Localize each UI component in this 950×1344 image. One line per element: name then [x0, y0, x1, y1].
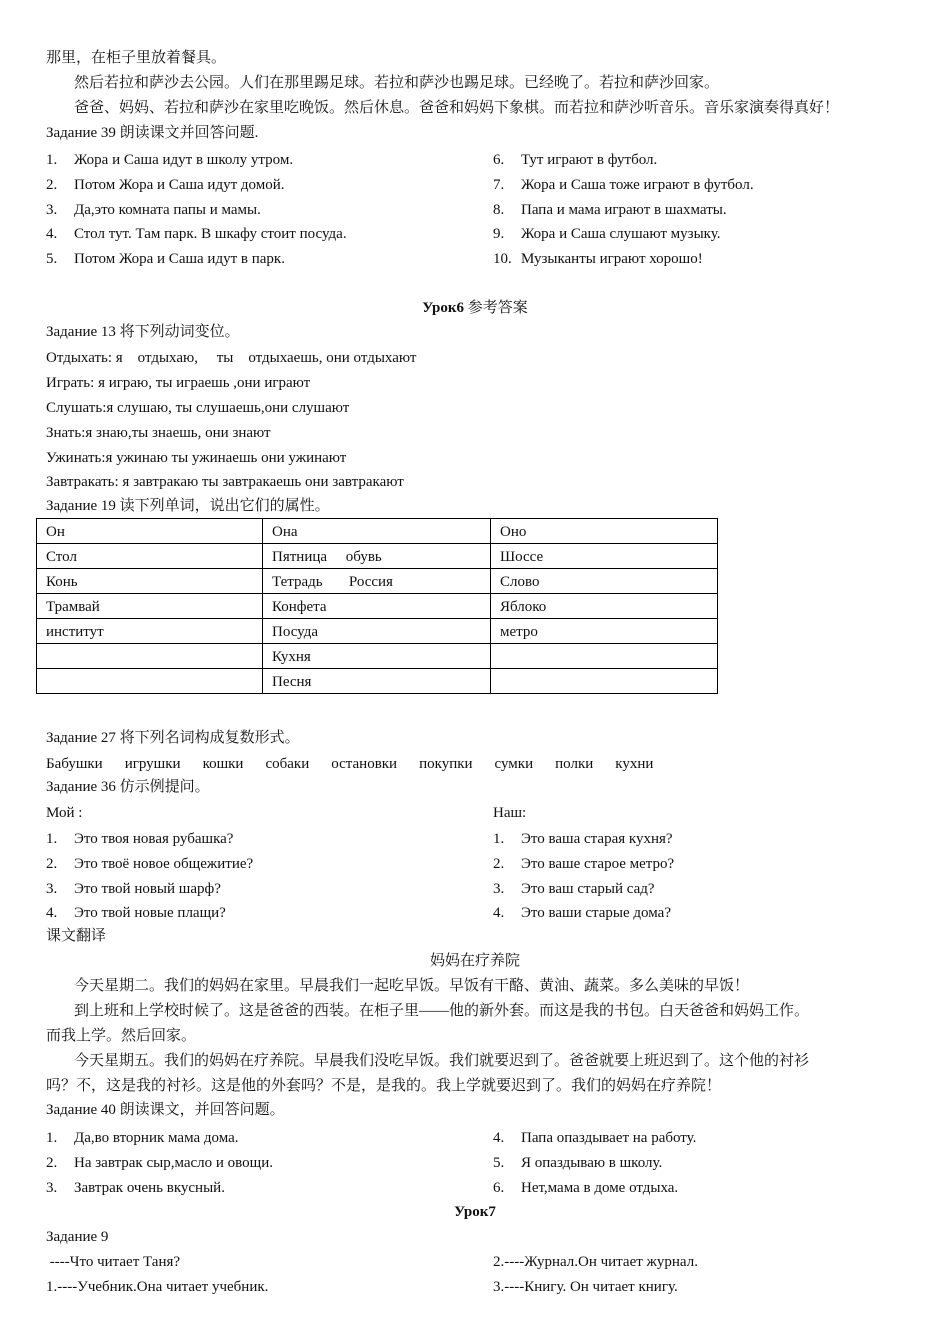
task19-title: Задание 19 读下列单词，说出它们的属性。: [46, 498, 330, 514]
task39-answer: 3. Да,это комната папы и мамы.: [46, 202, 261, 218]
translation-paragraph: 到上班和上学校时候了。这是爸爸的西装。在柜子里——他的新外套。而这是我的书包。白天爸爸和妈妈工作。: [74, 1003, 810, 1019]
conjugation-line: Завтракать: я завтракаю ты завтракаешь они завтракают: [46, 474, 404, 490]
plural-word: кошки: [202, 756, 244, 772]
translation-paragraph: 今天星期二。我们的妈妈在家里。早晨我们一起吃早饭。早饭有干酪、黄油、蔬菜。多么美味的早饭！: [74, 978, 750, 994]
table-cell: Кухня: [263, 644, 491, 669]
plural-word: собаки: [265, 756, 310, 772]
task39-answer: 1. Жора и Саша идут в школу утром.: [46, 152, 294, 168]
task39-answer: 2. Потом Жора и Саша идут домой.: [46, 177, 285, 193]
table-cell: Он: [37, 519, 263, 544]
table-cell: Она: [263, 519, 491, 544]
task39-answer: 8. Папа и мама играют в шахматы.: [493, 202, 727, 218]
translation-paragraph: 今天星期五。我们的妈妈在疗养院。早晨我们没吃早饭。我们就要迟到了。爸爸就要上班迟到了。这个他的衬衫: [74, 1053, 810, 1069]
table-cell: метро: [491, 619, 718, 644]
task36-question: 3. Это твой новый шарф?: [46, 881, 221, 897]
plural-word: кухни: [615, 756, 654, 772]
plural-word: остановки: [331, 756, 398, 772]
table-cell: Пятница обувь: [263, 544, 491, 569]
conjugation-line: Ужинать:я ужинаю ты ужинаешь они ужинают: [46, 450, 347, 466]
task40-answer: 5. Я опаздываю в школу.: [493, 1155, 663, 1171]
task39-answer: 6. Тут играют в футбол.: [493, 152, 658, 168]
plural-word: покупки: [419, 756, 473, 772]
task13-title: Задание 13 将下列动词变位。: [46, 324, 240, 340]
intro-line-3: 爸爸、妈妈、若拉和萨沙在家里吃晚饭。然后休息。爸爸和妈妈下象棋。而若拉和萨沙听音乐。音乐家演奏得真好！: [74, 100, 840, 116]
plural-word: сумки: [494, 756, 534, 772]
task40-title: Задание 40 朗读课文，并回答问题。: [46, 1102, 285, 1118]
table-row: [37, 519, 718, 544]
lesson7-heading: Урок7: [454, 1204, 496, 1220]
task39-answer: 10. Музыканты играют хорошо!: [493, 251, 703, 267]
task39-answer: 7. Жора и Саша тоже играют в футбол.: [493, 177, 754, 193]
intro-line-2: 然后若拉和萨沙去公园。人们在那里踢足球。若拉和萨沙也踢足球。已经晚了。若拉和萨沙回家。: [74, 75, 720, 91]
task36-question: 1. Это ваша старая кухня?: [493, 831, 673, 847]
task36-title: Задание 36 仿示例提问。: [46, 779, 210, 795]
task9-line: ----Что читает Таня?: [46, 1254, 181, 1270]
conjugation-line: Знать:я знаю,ты знаешь, они знают: [46, 425, 271, 441]
table-cell: [37, 669, 263, 694]
table-cell: Стол: [37, 544, 263, 569]
table-cell: Яблоко: [491, 594, 718, 619]
task39-answer: 4. Стол тут. Там парк. В шкафу стоит посуда.: [46, 226, 347, 242]
table-row: [37, 669, 718, 694]
table-row: [37, 594, 718, 619]
table-cell: Слово: [491, 569, 718, 594]
table-row: [37, 644, 718, 669]
table-cell: Шоссе: [491, 544, 718, 569]
table-cell: Конфета: [263, 594, 491, 619]
task40-answer: 4. Папа опаздывает на работу.: [493, 1130, 697, 1146]
task9-line: 3.----Книгу. Он читает книгу.: [493, 1279, 678, 1295]
task27-title: Задание 27 将下列名词构成复数形式。: [46, 730, 300, 746]
task39-title: Задание 39 朗读课文并回答问题.: [46, 125, 259, 141]
table-cell: [491, 644, 718, 669]
table-cell: Оно: [491, 519, 718, 544]
translation-label: 课文翻译: [46, 928, 107, 944]
translation-title: 妈妈在疗养院: [429, 953, 520, 969]
task39-answer: 9. Жора и Саша слушают музыку.: [493, 226, 721, 242]
plural-word: Бабушки: [46, 756, 103, 772]
translation-paragraph: 吗？不，这是我的衬衫。这是他的外套吗？不是，是我的。我上学就要迟到了。我们的妈妈在疗养院！: [46, 1078, 722, 1094]
task40-answer: 1. Да,во вторник мама дома.: [46, 1130, 239, 1146]
task9-title: Задание 9: [46, 1229, 109, 1245]
task36-question: 3. Это ваш старый сад?: [493, 881, 655, 897]
conjugation-line: Отдыхать: я отдыхаю, ты отдыхаешь, они отдыхают: [46, 350, 417, 366]
task36-question: 2. Это твоё новое общежитие?: [46, 856, 254, 872]
table-row: [37, 544, 718, 569]
task36-question: 4. Это твой новые плащи?: [46, 905, 226, 921]
task9-line: 2.----Журнал.Он читает журнал.: [493, 1254, 698, 1270]
table-cell: Песня: [263, 669, 491, 694]
lesson6-heading: Урок6 参考答案: [422, 300, 528, 316]
table-row: [37, 569, 718, 594]
task9-line: 1.----Учебник.Она читает учебник.: [46, 1279, 269, 1295]
task36-question: 2. Это ваше старое метро?: [493, 856, 675, 872]
table-row: [37, 619, 718, 644]
gender-table: [36, 518, 718, 694]
task40-answer: 6. Нет,мама в доме отдыха.: [493, 1180, 679, 1196]
conjugation-line: Играть: я играю, ты играешь ,они играют: [46, 375, 311, 391]
task39-answer: 5. Потом Жора и Саша идут в парк.: [46, 251, 285, 267]
conjugation-line: Слушать:я слушаю, ты слушаешь,они слушают: [46, 400, 350, 416]
plural-word: полки: [555, 756, 594, 772]
table-cell: Посуда: [263, 619, 491, 644]
task36-question: 1. Это твоя новая рубашка?: [46, 831, 234, 847]
task36-right-head: Наш:: [493, 805, 527, 821]
task40-answer: 3. Завтрак очень вкусный.: [46, 1180, 225, 1196]
task40-answer: 2. На завтрак сыр,масло и овощи.: [46, 1155, 273, 1171]
table-cell: [37, 644, 263, 669]
table-cell: Тетрадь Россия: [263, 569, 491, 594]
table-cell: институт: [37, 619, 263, 644]
plural-word: игрушки: [124, 756, 181, 772]
plural-words: [46, 754, 675, 774]
table-cell: Конь: [37, 569, 263, 594]
table-cell: Трамвай: [37, 594, 263, 619]
translation-paragraph: 而我上学。然后回家。: [46, 1028, 197, 1044]
intro-line-1: 那里，在柜子里放着餐具。: [46, 50, 227, 66]
task36-left-head: Мой :: [46, 805, 83, 821]
task36-question: 4. Это ваши старые дома?: [493, 905, 671, 921]
table-cell: [491, 669, 718, 694]
